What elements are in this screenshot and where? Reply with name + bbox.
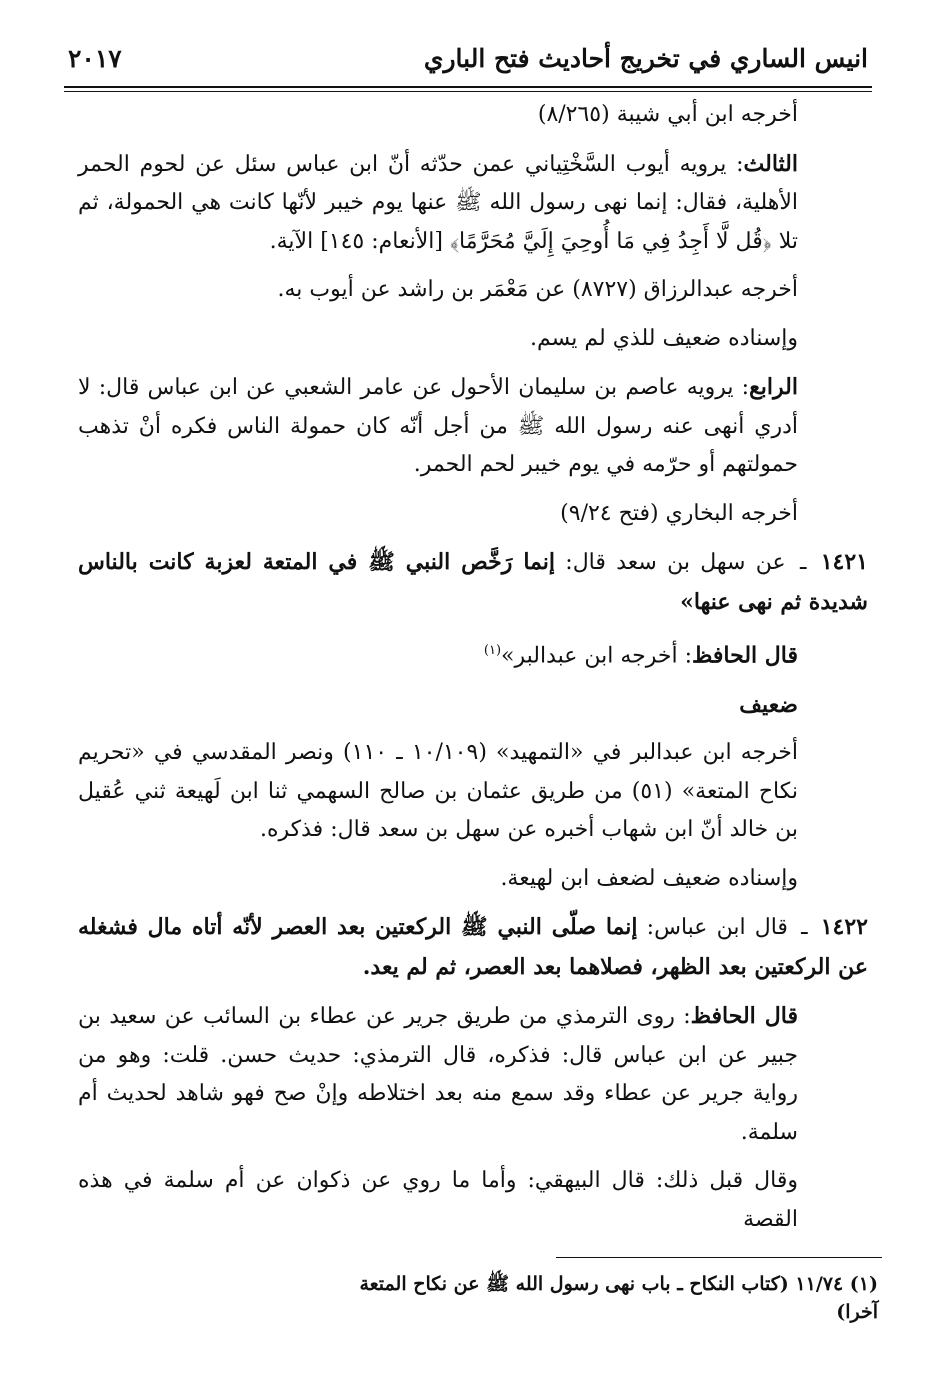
label-fourth: الرابع (749, 374, 798, 400)
label-hafiz: قال الحافظ (692, 642, 798, 669)
grade-label: ضعيف (739, 691, 798, 718)
hadith-text: إنما رَخَّص النبي ﷺ في المتعة لعزبة كانت بالناس شديدة ثم نهى عنها» (78, 549, 868, 615)
paragraph-abdulrazzaq: أخرجه عبدالرزاق (٨٧٢٧) عن مَعْمَر بن راشد عن أيوب به. (277, 277, 798, 302)
paragraph-hafiz-2: قال الحافظ: روى الترمذي من طريق جرير عن عطاء بن السائب عن سعيد بن جبير عن ابن عباس قال: فذكره، قال الترمذي: حديث حسن. قلت: وهو من رواية جرير عن عطاء وقد سمع منه بعد اختلاطه وإنْ صح فهو شاهد لحديث أم سلمة. (78, 1003, 798, 1145)
page-body (78, 96, 868, 1249)
hadith-text: إنما صلّى النبي ﷺ الركعتين بعد العصر لأنّه أتاه مال فشغله عن الركعتين بعد الظهر، فصلاهما بعد العصر، ثم لم يعد. (78, 914, 868, 980)
fourth-route-text: يرويه عاصم بن سليمان الأحول عن عامر الشعبي عن ابن عباس قال: لا أدري أنهى عنه رسول الله ﷺ من أجل أنّه كان حمولة الناس فكره أنْ تذهب حمولتهم أو حرّمه في يوم خيبر لحم الحمر. (78, 375, 798, 477)
book-title: انيس الساري في تخريج أحاديث فتح الباري (423, 43, 868, 73)
third-route-text: يرويه أيوب السَّخْتِياني عمن حدّثه أنّ ابن عباس سئل عن لحوم الحمر الأهلية، فقال: إنما نهى رسول الله ﷺ عنها يوم خيبر لأنّها كانت هي الحمولة، ثم تلا ﴿قُل لَّا أَجِدُ فِي مَا أُوحِيَ إِلَيَّ مُحَرَّمًا﴾ [الأنعام: ١٤٥] الآية. (78, 151, 798, 254)
page-number: ٢٠١٧ (68, 43, 122, 73)
paragraph-ibn-abi-shayba: أخرجه ابن أبي شيبة (٨/٢٦٥) (537, 102, 798, 127)
footnote: (١) ١١/٧٤ (كتاب النكاح ـ باب نهى رسول الله ﷺ عن نكاح المتعة آخرا) (359, 1273, 878, 1323)
paragraph-ibn-abdulbarr: أخرجه ابن عبدالبر في «التمهيد» (١٠/١٠٩ ـ ١١٠) ونصر المقدسي في «تحريم نكاح المتعة» (٥١) من طريق عثمان بن صالح السهمي ثنا ابن لَهيعة ثني عُقيل بن خالد أنّ ابن شهاب أخبره عن سهل بن سعد قال: فذكره. (78, 740, 798, 843)
label-hafiz: قال الحافظ (690, 1003, 798, 1030)
paragraph-isnad-weak-2: وإسناده ضعيف لضعف ابن لهيعة. (500, 865, 798, 891)
hadith-intro: قال ابن عباس: (646, 915, 788, 941)
paragraph-fourth-route: الرابع: يرويه عاصم بن سليمان الأحول عن عامر الشعبي عن ابن عباس قال: لا أدري أنهى عنه رسول الله ﷺ من أجل أنّه كان حمولة الناس فكره أنْ تذهب حمولتهم أو حرّمه في يوم خيبر لحم الحمر. (78, 374, 798, 477)
hadith-number: ١٤٢٢ (820, 914, 868, 941)
hadith-1421: ١٤٢١ ـ عن سهل بن سعد قال: إنما رَخَّص النبي ﷺ في المتعة لعزبة كانت بالناس شديدة ثم نهى عنها» (78, 549, 868, 615)
paragraph-third-route: الثالث: يرويه أيوب السَّخْتِياني عمن حدّثه أنّ ابن عباس سئل عن لحوم الحمر الأهلية، فقال: إنما نهى رسول الله ﷺ عنها يوم خيبر لأنّها كانت هي الحمولة، ثم تلا ﴿قُل لَّا أَجِدُ فِي مَا أُوحِيَ إِلَيَّ مُحَرَّمًا﴾ [الأنعام: ١٤٥] الآية. (78, 150, 798, 254)
running-header (68, 36, 868, 80)
header-rule (64, 86, 872, 92)
footnote-mark: (١) (483, 643, 502, 658)
hadith-intro: عن سهل بن سعد قال: (565, 550, 786, 575)
label-third: الثالث (743, 150, 798, 177)
hadith-number: ١٤٢١ (820, 549, 868, 575)
paragraph-bukhari: أخرجه البخاري (فتح ٩/٢٤) (560, 500, 798, 526)
footnote-rule (556, 1257, 882, 1258)
paragraph-bayhaqi: وقال قبل ذلك: قال البيهقي: وأما ما روي عن ذكوان عن أم سلمة في هذه القصة (78, 1168, 798, 1232)
hadith-1422: ١٤٢٢ ـ قال ابن عباس: إنما صلّى النبي ﷺ الركعتين بعد العصر لأنّه أتاه مال فشغله عن الركعتين بعد الظهر، فصلاهما بعد العصر، ثم لم يعد. (78, 914, 868, 980)
hafiz-text: أخرجه ابن عبدالبر» (501, 643, 678, 669)
paragraph-isnad-weak-1: وإسناده ضعيف للذي لم يسم. (530, 325, 798, 351)
paragraph-hafiz-1: قال الحافظ: أخرجه ابن عبدالبر»$^{(١)}$ (483, 642, 798, 669)
hafiz-text: روى الترمذي من طريق جرير عن عطاء بن السائب عن سعيد بن جبير عن ابن عباس قال: فذكره، قال الترمذي: حديث حسن. قلت: وهو من رواية جرير عن عطاء وقد سمع منه بعد اختلاطه وإنْ صح فهو شاهد لحديث أم سلمة. (78, 1004, 798, 1145)
